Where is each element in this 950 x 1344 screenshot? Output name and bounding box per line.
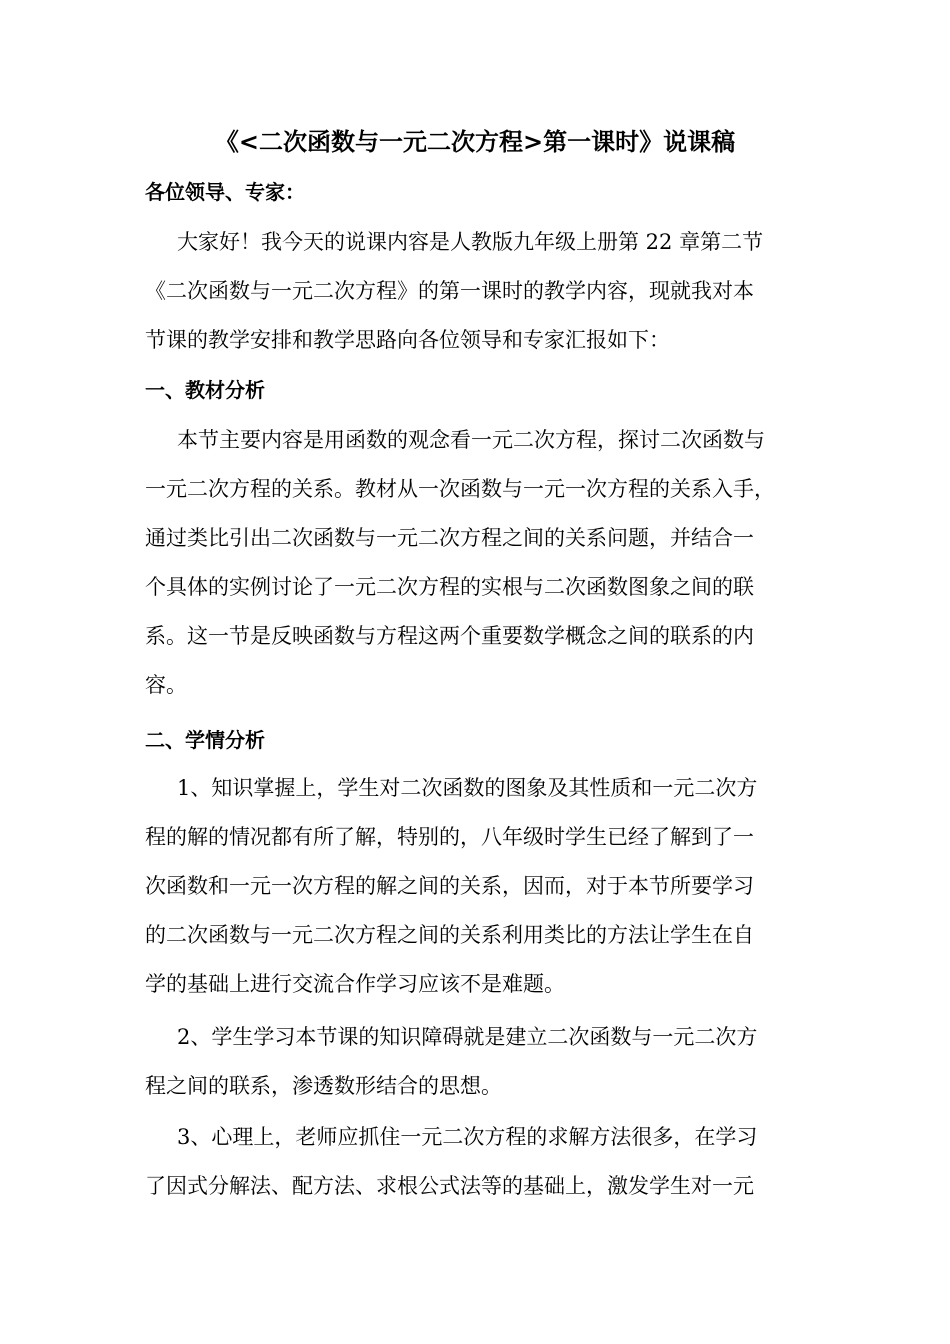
paragraph-line: 大家好！我今天的说课内容是人教版九年级上册第 22 章第二节 xyxy=(177,230,764,254)
paragraph-line: 学的基础上进行交流合作学习应该不是难题。 xyxy=(145,972,565,996)
greeting: 各位领导、专家： xyxy=(145,180,305,204)
paragraph-line: 1、知识掌握上，学生对二次函数的图象及其性质和一元二次方 xyxy=(177,776,758,800)
paragraph-line: 一元二次方程的关系。教材从一次函数与一元一次方程的关系入手， xyxy=(145,477,775,501)
paragraph-line: 的二次函数与一元二次方程之间的关系利用类比的方法让学生在自 xyxy=(145,923,754,947)
student-analysis-item-1 xyxy=(145,764,805,1009)
paragraph-line: 本节主要内容是用函数的观念看一元二次方程，探讨二次函数与 xyxy=(177,428,765,452)
paragraph-line: 2、学生学习本节课的知识障碍就是建立二次函数与一元二次方 xyxy=(177,1025,758,1049)
paragraph-line: 程的解的情况都有所了解，特别的，八年级时学生已经了解到了一 xyxy=(145,825,754,849)
paragraph-line: 系。这一节是反映函数与方程这两个重要数学概念之间的联系的内 xyxy=(145,624,754,648)
paragraph-line: 3、心理上，老师应抓住一元二次方程的求解方法很多，在学习 xyxy=(177,1125,758,1149)
paragraph-line: 了因式分解法、配方法、求根公式法等的基础上，激发学生对一元 xyxy=(145,1174,754,1198)
paragraph-line: 次函数和一元一次方程的解之间的关系，因而，对于本节所要学习 xyxy=(145,874,754,898)
paragraph-line: 程之间的联系，渗透数形结合的思想。 xyxy=(145,1074,502,1098)
paragraph-line: 容。 xyxy=(145,673,187,697)
student-analysis-item-2 xyxy=(145,1013,805,1111)
paragraph-line: 《二次函数与一元二次方程》的第一课时的教学内容，现就我对本 xyxy=(145,279,754,303)
section-heading-student-analysis: 二、学情分析 xyxy=(145,728,265,752)
intro-paragraph xyxy=(145,218,805,365)
document-title: 《<二次函数与一元二次方程>第一课时》说课稿 xyxy=(214,128,736,156)
student-analysis-item-3 xyxy=(145,1113,805,1211)
paragraph-line: 个具体的实例讨论了一元二次方程的实根与二次函数图象之间的联 xyxy=(145,575,754,599)
paragraph-line: 节课的教学安排和教学思路向各位领导和专家汇报如下： xyxy=(145,328,670,352)
paragraph-line: 通过类比引出二次函数与一元二次方程之间的关系问题，并结合一 xyxy=(145,526,754,550)
section-heading-textbook-analysis: 一、教材分析 xyxy=(145,378,265,402)
textbook-analysis-paragraph xyxy=(145,416,805,710)
